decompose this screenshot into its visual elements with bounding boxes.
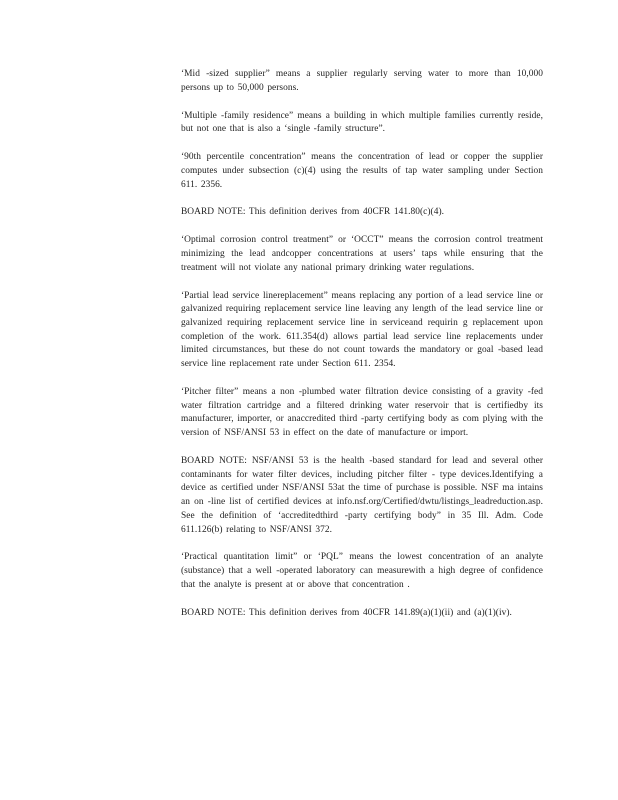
definitions-body [181, 68, 543, 635]
definition-multiple-family-residence: ‘Multiple -family residence” means a building in which multiple families currently reside, but not one that is also a ‘single -family structure”. [181, 110, 543, 135]
definition-90th-percentile-concentration: ‘90th percentile concentration” means the concentration of lead or copper the supplier computes under subsection (c)(4) using the results of tap water sampling under Section 611. 2356. [181, 152, 543, 190]
definition-optimal-corrosion-control-treatment: ‘Optimal corrosion control treatment” or ‘OCCT” means the corrosion control treatment minimizing the lead andcopper concentrations at users’ taps while ensuring that the treatment will not violate any national primary drinking water regulations. [181, 235, 543, 273]
board-note-pql: BOARD NOTE: This definition derives from 40CFR 141.89(a)(1)(ii) and (a)(1)(iv). [181, 607, 512, 618]
board-note-nsf-ansi-53: BOARD NOTE: NSF/ANSI 53 is the health -based standard for lead and several other contaminants for water filter devices, including pitcher filter - type devices.Identifying a device as certified under NSF/ANSI 53at the time of purchase is possible. NSF ma intains an on -line list of certified devices at info.nsf.org/Certified/dwtu/listings_leadreduction.asp. See the definition of ‘accreditedthird -party certifying body” in 35 Ill. Adm. Code 611.126(b) relating to NSF/ANSI 372. [181, 456, 543, 535]
definition-mid-sized-supplier: ‘Mid -sized supplier” means a supplier regularly serving water to more than 10,000 persons up to 50,000 persons. [181, 69, 543, 93]
definition-practical-quantitation-limit: ‘Practical quantitation limit” or ‘PQL” means the lowest concentration of an analyte (substance) that a well -operated laboratory can measurewith a high degree of confidence that the analyte is present at or above that concentration . [181, 552, 543, 590]
board-note-90th-percentile: BOARD NOTE: This definition derives from 40CFR 141.80(c)(4). [181, 207, 445, 218]
definition-partial-lead-service-line-replacement: ‘Partial lead service linereplacement” means replacing any portion of a lead service line or galvanized requiring replacement service line leaving any length of the lead service line or galvanized requiring replacement service line in serviceand requirin g replacement upon completion of the work. 611.354(d) allows partial lead service line replacements under limited circumstances, but these do not count towards the mandatory or goal -based lead service line replacement rate under Section 611. 2354. [181, 290, 543, 370]
definition-pitcher-filter: ‘Pitcher filter” means a non -plumbed water filtration device consisting of a gravity -fed water filtration cartridge and a filtered drinking water reservoir that is certifiedby its manufacturer, importer, or anaccredited third -party certifying body as com plying with the version of NSF/ANSI 53 in effect on the date of manufacture or import. [181, 387, 543, 439]
